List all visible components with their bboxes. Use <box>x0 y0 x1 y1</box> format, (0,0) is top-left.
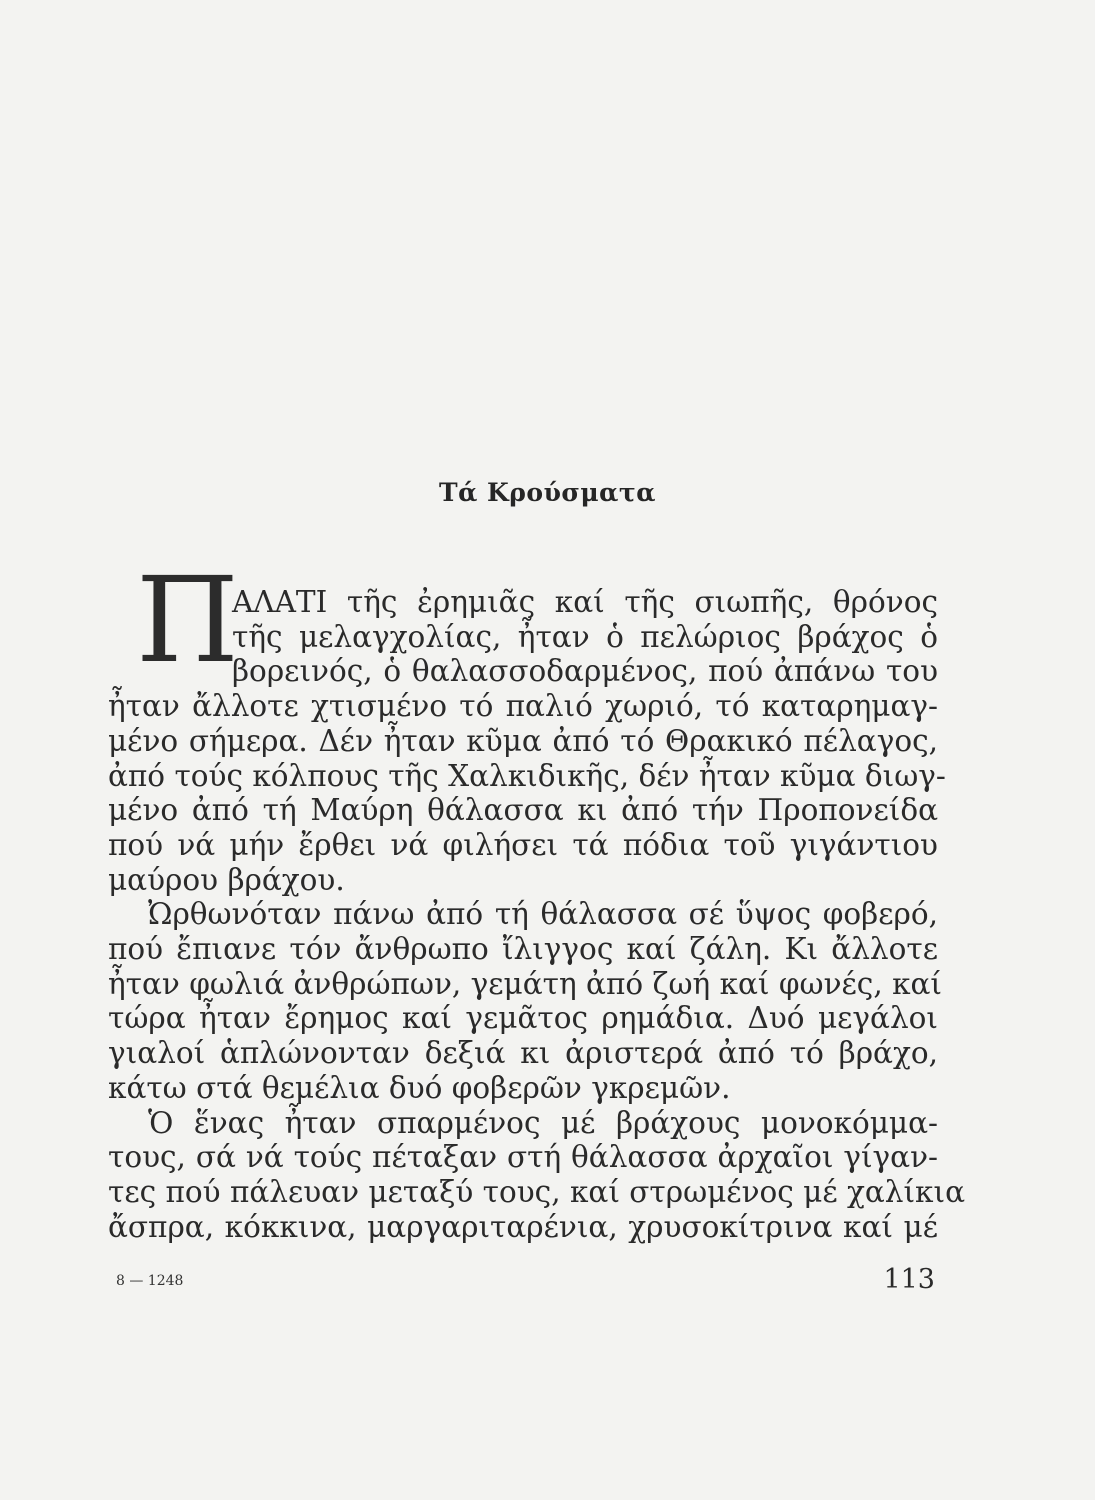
drop-cap: Π <box>136 551 239 689</box>
text-line: Ὁ ἕνας ἦταν σπαρμένος μέ βράχους μονοκόμμα- <box>148 1105 938 1140</box>
chapter-title: Τά Κρούσματα <box>439 478 656 507</box>
text-line: βορεινός, ὁ θαλασσοδαρμένος, πού ἀπάνω του <box>232 654 938 689</box>
text-line: πού ἔπιανε τόν ἄνθρωπο ἴλιγγος καί ζάλη. Κι ἄλλοτε <box>108 932 938 966</box>
text-line: ἦταν ἄλλοτε χτισμένο τό παλιό χωριό, τό καταρημαγ- <box>108 689 938 724</box>
text-line: τῆς μελαγχολίας, ἦταν ὁ πελώριος βράχος ὁ <box>232 619 938 654</box>
text-line: ἀπό τούς κόλπους τῆς Χαλκιδικῆς, δέν ἦταν κῦμα διωγ- <box>108 758 946 793</box>
text-line: τώρα ἦταν ἔρημος καί γεμᾶτος ρημάδια. Δυό μεγάλοι <box>108 1001 938 1036</box>
text-line: τους, σά νά τούς πέταξαν στή θάλασσα ἀρχαῖοι γίγαν- <box>108 1140 938 1175</box>
text-line: μένο σήμερα. Δέν ἦταν κῦμα ἀπό τό Θρακικό πέλαγος, <box>108 723 938 758</box>
text-line: πού νά μήν ἔρθει νά φιλήσει τά πόδια τοῦ γιγάντιου <box>108 827 938 862</box>
page-number: 113 <box>883 1264 935 1295</box>
text-line: μαύρου βράχου. <box>108 862 345 897</box>
text-line: ἄσπρα, κόκκινα, μαργαριταρένια, χρυσοκίτρινα καί μέ <box>108 1209 938 1244</box>
printer-signature: 8 — 1248 <box>116 1273 184 1289</box>
text-line: μένο ἀπό τή Μαύρη θάλασσα κι ἀπό τήν Προπονείδα <box>108 793 938 828</box>
text-line: Ὠρθωνόταν πάνω ἀπό τή θάλασσα σέ ὕψος φοβερό, <box>148 897 938 932</box>
text-line: ἦταν φωλιά ἀνθρώπων, γεμάτη ἀπό ζωή καί φωνές, καί <box>108 966 942 1001</box>
text-line: γιαλοί ἁπλώνονταν δεξιά κι ἀριστερά ἀπό τό βράχο, <box>108 1036 938 1071</box>
text-line: τες πού πάλευαν μεταξύ τους, καί στρωμένος μέ χαλίκια <box>108 1174 965 1209</box>
text-line: κάτω στά θεμέλια δυό φοβερῶν γκρεμῶν. <box>108 1070 731 1105</box>
text-line: ΑΛΑΤΙ τῆς ἐρημιᾶς καί τῆς σιωπῆς, θρόνος <box>232 585 938 619</box>
